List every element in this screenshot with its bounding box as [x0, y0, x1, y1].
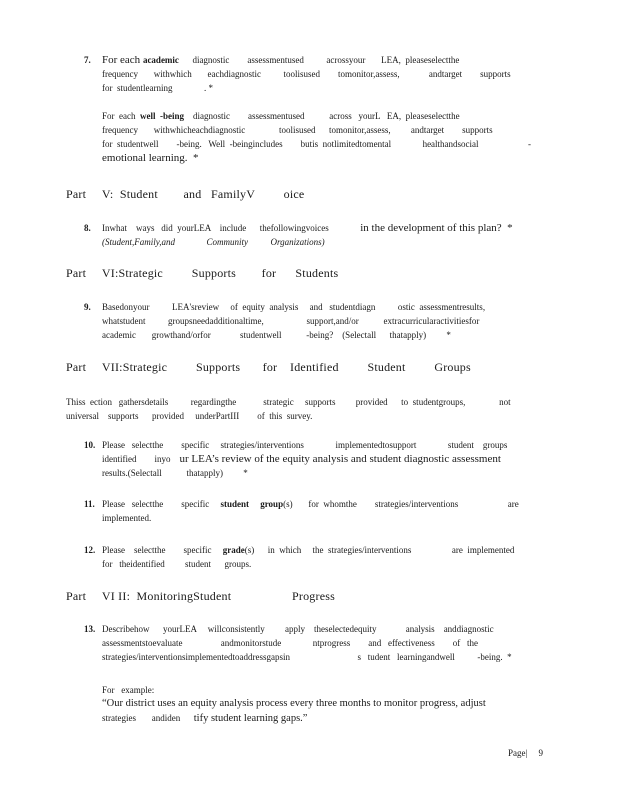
text-line: whatstudent groupsneedadditionaltime, support,and/or extracurricularactivitiesfor [102, 316, 480, 326]
question-number: 13. [84, 624, 96, 634]
text-line: Thiss ection gathersdetails regardingthe strategic supports provided to studentgroups, not [66, 397, 511, 407]
text-run: For each [102, 54, 143, 66]
text-run: diagnostic assessmentused across yourL EA, pleaseselectthe [184, 111, 460, 121]
text-line: Describehow yourLEA willconsistently apply theselectedequity analysis anddiagnostic [102, 624, 494, 634]
text-run: Inwhat ways did yourLEA include thefollowingvoices [102, 223, 361, 233]
text-line: frequency withwhicheachdiagnostic toolisused tomonitor,assess, andtarget supports [102, 125, 493, 135]
question-number: 8. [84, 223, 91, 233]
text-line: frequency withwhich eachdiagnostic toolisused tomonitor,assess, andtarget supports [102, 69, 511, 79]
text-line: implemented. [102, 513, 152, 523]
question-number: 12. [84, 545, 96, 555]
question-8 [84, 221, 544, 249]
emphasis-text: grade [222, 545, 245, 555]
example-block [102, 683, 542, 726]
text-line: for studentlearning . * [102, 83, 213, 93]
text-run: Please selectthe specific [102, 545, 223, 555]
question-12 [84, 543, 544, 571]
text-run: (s) for whomthe strategies/interventions are [283, 499, 519, 509]
question-number: 10. [84, 440, 96, 450]
text-line: for theidentified student groups. [102, 559, 252, 569]
question-10 [84, 438, 544, 480]
question-number: 9. [84, 302, 91, 312]
text-line: results.(Selectall thatapply) * [102, 468, 248, 478]
section-heading-part-7: Part VII:Strategic Supports for Identified Student Groups [66, 360, 471, 374]
text-run: strategies andiden [102, 713, 194, 723]
emphasis-text: student group [220, 499, 284, 509]
text-run: (s) in which the strategies/interventions are implemented [244, 545, 515, 555]
question-9 [84, 300, 544, 342]
example-label: For example: [102, 685, 155, 695]
text-line: (Student,Family,and Community Organizations) [102, 237, 325, 247]
text-run: Please selectthe specific [102, 499, 221, 509]
question-7 [84, 53, 544, 165]
section-heading-part-6: Part VI:Strategic Supports for Students [66, 266, 339, 280]
section-intro [66, 395, 536, 423]
text-run: diagnostic assessmentused acrossyour LEA, pleaseselectthe [178, 55, 460, 65]
question-number: 7. [84, 55, 91, 65]
text-run: tify student learning gaps.” [193, 713, 308, 724]
page-number: Page| 9 [508, 748, 544, 758]
section-heading-part-8: Part VI II: MonitoringStudent Progress [66, 589, 335, 603]
text-line: emotional learning. * [102, 152, 199, 164]
text-run: ur LEA’s review of the equity analysis and student diagnostic assessment [179, 453, 501, 465]
text-run: in the development of this plan? * [360, 222, 513, 234]
emphasis-text: academic [142, 55, 179, 65]
text-line: Please selectthe specific strategies/interventions implementedtosupport student groups [102, 440, 508, 450]
question-number: 11. [84, 499, 95, 509]
example-quote-line: “Our district uses an equity analysis process every three months to monitor progress, adjust [102, 698, 486, 709]
text-line: for studentwell -being. Well -beingincludes butis notlimitedtomental healthandsocial - [102, 139, 532, 149]
question-11 [84, 497, 544, 525]
text-line: assessmentstoevaluate andmonitorstude ntprogress and effectiveness of the [102, 638, 479, 648]
emphasis-text: well -being [140, 111, 184, 121]
text-run: For each [102, 111, 140, 121]
text-line: strategies/interventionsimplementedtoaddressgapsin s tudent learningandwell -being. * [102, 652, 512, 662]
section-heading-part-5: Part V: Student and FamilyV oice [66, 187, 305, 201]
text-line: academic growthand/orfor studentwell -being? (Selectall thatapply) * [102, 330, 451, 340]
text-line: universal supports provided underPartIII of this survey. [66, 411, 313, 421]
text-line: Basedonyour LEA'sreview of equity analysis and studentdiagn ostic assessmentresults, [102, 302, 486, 312]
question-13 [84, 622, 544, 664]
text-run: identified inyo [102, 454, 180, 464]
